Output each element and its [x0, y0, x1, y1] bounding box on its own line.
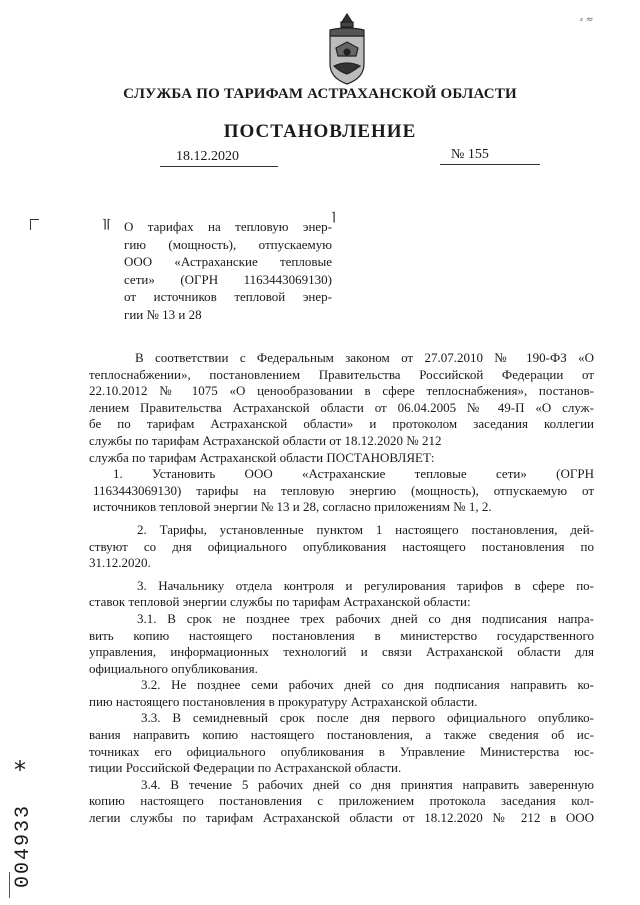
margin-tick [9, 872, 10, 898]
paragraph-3-1 [89, 611, 594, 677]
stamp-serial-text: 004933 [12, 803, 35, 888]
body-line: 3.2. Не позднее семи рабочих дней со дня подписания направить ко- [141, 677, 594, 693]
paragraph-1 [89, 466, 594, 516]
body-line: пию настоящего постановления в прокуратуру Астраханской области. [89, 693, 478, 709]
body-line: 1. Установить ООО «Астраханские тепловые сети» (ОГРН [113, 466, 594, 482]
coat-of-arms-icon [322, 12, 372, 92]
number-underline [440, 164, 540, 165]
paragraph-3 [89, 578, 594, 611]
body-line: 22.10.2012 № 1075 «О ценообразовании в сфере теплоснабжения», постанов- [89, 383, 594, 399]
preamble-paragraph [89, 350, 594, 466]
body-line: бе по тарифам Астраханской области» и протоколом заседания коллегии [89, 416, 594, 432]
body-line: точниках его официального опубликования в Управление Министерства юс- [89, 743, 594, 759]
body-line: 1163443069130) тарифы на тепловую энергию (мощность), отпускаемую от [93, 482, 594, 498]
body-line: службы по тарифам Астраханской области от 18.12.2020 № 212 [89, 432, 442, 448]
body-line: ставок тепловой энергии службы по тарифам Астраханской области: [89, 594, 471, 610]
subject-bracket-right: ⌉ [331, 210, 336, 224]
document-date: 18.12.2020 [176, 149, 239, 164]
subject-line: О тарифах на тепловую энер- [124, 219, 332, 234]
subject-line: от источников тепловой энер- [124, 289, 332, 304]
date-underline [160, 166, 278, 167]
corner-mark [30, 219, 39, 230]
body-line: 3.1. В срок не позднее трех рабочих дней со дня подписания напра- [137, 610, 594, 626]
body-line: 3. Начальнику отдела контроля и регулирования тарифов в сфере по- [137, 577, 594, 593]
body-line: служба по тарифам Астраханской области ПОСТАНОВЛЯЕТ: [89, 449, 435, 465]
body-line: легии службы по тарифам Астраханской области от 18.12.2020 № 212 в ООО [89, 810, 594, 826]
body-line: 3.4. В течение 5 рабочих дней со дня принятия направить заверенную [141, 776, 594, 792]
document-number: № 155 [451, 147, 489, 162]
body-line: 2. Тарифы, установленные пунктом 1 настоящего постановления, дей- [137, 521, 594, 537]
paragraph-3-2 [89, 677, 594, 710]
body-line: В соответствии с Федеральным законом от 27.07.2010 № 190-ФЗ «О [135, 350, 594, 365]
body-line: лением Правительства Астраханской области от 06.04.2005 № 49-П «О служ- [89, 399, 594, 415]
stamp-star: * [14, 756, 26, 784]
subject-line: гии № 13 и 28 [124, 306, 202, 322]
subject-block [124, 218, 332, 323]
body-line: тиции Российской Федерации по Астраханской области. [89, 760, 402, 776]
stamp-serial-number [6, 760, 36, 890]
body-line: вания направить копию настоящего постановления, а также сведения об ис- [89, 727, 594, 743]
body-line: теплоснабжении», постановлением Правительства Российской Федерации от [89, 366, 594, 382]
subject-bracket-left: ⌉⌈ [102, 217, 112, 231]
body-line: вить копию настоящего постановления в министерство государственного [89, 627, 594, 643]
subject-line: гию (мощность), отпускаемую [124, 236, 332, 252]
body-line: 31.12.2020. [89, 555, 151, 571]
document-body [89, 350, 594, 827]
organization-name: СЛУЖБА ПО ТАРИФАМ АСТРАХАНСКОЙ ОБЛАСТИ [123, 86, 517, 102]
margin-scribble: ⸗ ≈ [580, 15, 594, 25]
body-line: управления, информационных технологий и связи Астраханской области для [89, 644, 594, 660]
paragraph-3-4 [89, 777, 594, 827]
subject-line: ООО «Астраханские тепловые [124, 254, 332, 269]
body-line: официального опубликования. [89, 660, 258, 676]
body-line: ствуют со дня официального опубликования настоящего постановления по [89, 538, 594, 554]
paragraph-3-3 [89, 710, 594, 776]
subject-line: сети» (ОГРН 1163443069130) [124, 271, 332, 287]
document-type-title: ПОСТАНОВЛЕНИЕ [223, 121, 417, 142]
body-line: копию настоящего постановления с приложением протокола заседания кол- [89, 793, 594, 809]
body-line: источников тепловой энергии № 13 и 28, согласно приложениям № 1, 2. [93, 499, 492, 515]
paragraph-2 [89, 522, 594, 572]
body-line: 3.3. В семидневный срок после дня первого официального опублико- [141, 710, 594, 726]
